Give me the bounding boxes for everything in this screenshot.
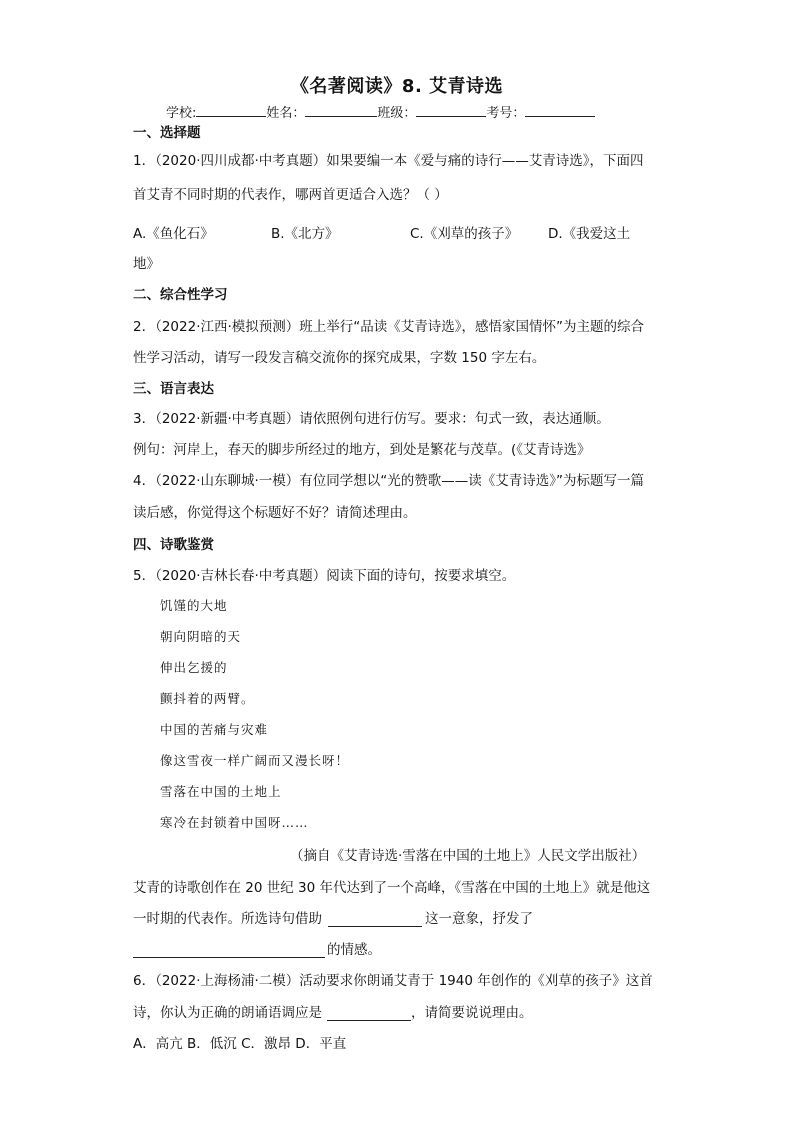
page-title: 《名著阅读》8. 艾青诗选 — [290, 76, 504, 97]
paragraph-text: 的情感。 — [327, 942, 381, 958]
section-heading: 三、语言表达 — [133, 381, 214, 397]
exam-no-blank[interactable] — [525, 103, 595, 117]
section-heading: 二、综合性学习 — [133, 287, 228, 303]
option-b[interactable]: B.《北方》 — [271, 226, 339, 242]
poem-line: 中国的苦痛与灾难 — [160, 722, 269, 737]
question-text: 性学习活动，请写一段发言稿交流你的探究成果，字数 150 字左右。 — [133, 350, 546, 366]
section-heading: 一、选择题 — [133, 125, 201, 141]
example-sentence: 例句：河岸上，春天的脚步所经过的地方，到处是繁花与茂草。(《艾青诗选》 — [133, 442, 591, 458]
option-d[interactable]: D.《我爱这土 — [548, 226, 631, 242]
student-info-row — [166, 102, 595, 121]
answer-blank[interactable] — [328, 925, 422, 927]
poem-line: 像这雪夜一样广阔而又漫长呀！ — [160, 753, 350, 768]
answer-blank[interactable] — [327, 1019, 411, 1021]
name-label: 姓名： — [266, 106, 306, 121]
question-text: 诗，你认为正确的朗诵语调应是 — [133, 1005, 322, 1021]
paragraph-text: 一时期的代表作。所选诗句借助 — [133, 911, 322, 927]
option-d-continued: 地》 — [133, 256, 160, 272]
question-text: 首艾青不同时期的代表作，哪两首更适合入选？（ ） — [133, 187, 448, 203]
poem-line: 朝向阴暗的天 — [160, 629, 242, 644]
question-text: 2．（2022·江西·模拟预测）班上举行“品读《艾青诗选》，感悟家国情怀”为主题的综合 — [133, 319, 645, 335]
question-text: 5．（2020·吉林长春·中考真题）阅读下面的诗句，按要求填空。 — [133, 568, 516, 584]
poem-source: （摘自《艾青诗选·雪落在中国的土地上》人民文学出版社） — [290, 848, 646, 864]
poem-line: 寒冷在封锁着中国呀…… — [160, 815, 309, 830]
poem-line: 颤抖着的两臂。 — [160, 691, 255, 706]
answer-blank[interactable] — [133, 956, 325, 958]
question-text: 3．（2022·新疆·中考真题）请依照例句进行仿写。要求：句式一致，表达通顺。 — [133, 411, 610, 427]
class-label: 班级： — [377, 106, 417, 121]
paragraph-text: 艾青的诗歌创作在 20 世纪 30 年代达到了一个高峰，《雪落在中国的土地上》就是他这 — [133, 880, 651, 896]
poem-line: 雪落在中国的土地上 — [160, 784, 282, 799]
poem-line: 伸出乞援的 — [160, 660, 228, 675]
options-line[interactable]: A．高亢 B．低沉 C．激昂 D．平直 — [133, 1036, 347, 1052]
name-blank[interactable] — [305, 103, 377, 117]
section-heading: 四、诗歌鉴赏 — [133, 537, 214, 553]
question-text: 读后感，你觉得这个标题好不好？请简述理由。 — [133, 505, 417, 521]
school-blank[interactable] — [196, 103, 266, 117]
option-c[interactable]: C.《刈草的孩子》 — [410, 226, 519, 242]
class-blank[interactable] — [416, 103, 486, 117]
question-text: 4．（2022·山东聊城·一模）有位同学想以“光的赞歌——读《艾青诗选》”为标题写一篇 — [133, 473, 645, 489]
poem-line: 饥馑的大地 — [160, 598, 228, 613]
question-text: ，请简要说说理由。 — [411, 1005, 533, 1021]
school-label: 学校: — [166, 106, 197, 121]
question-text: 6．（2022·上海杨浦·二模）活动要求你朗诵艾青于 1940 年创作的《刈草的孩子》这首 — [133, 973, 653, 989]
question-text: 1．（2020·四川成都·中考真题）如果要编一本《爱与痛的诗行——艾青诗选》，下面四 — [133, 153, 644, 169]
paragraph-text: 这一意象，抒发了 — [425, 911, 533, 927]
exam-no-label: 考号： — [486, 106, 526, 121]
option-a[interactable]: A.《鱼化石》 — [133, 226, 214, 242]
